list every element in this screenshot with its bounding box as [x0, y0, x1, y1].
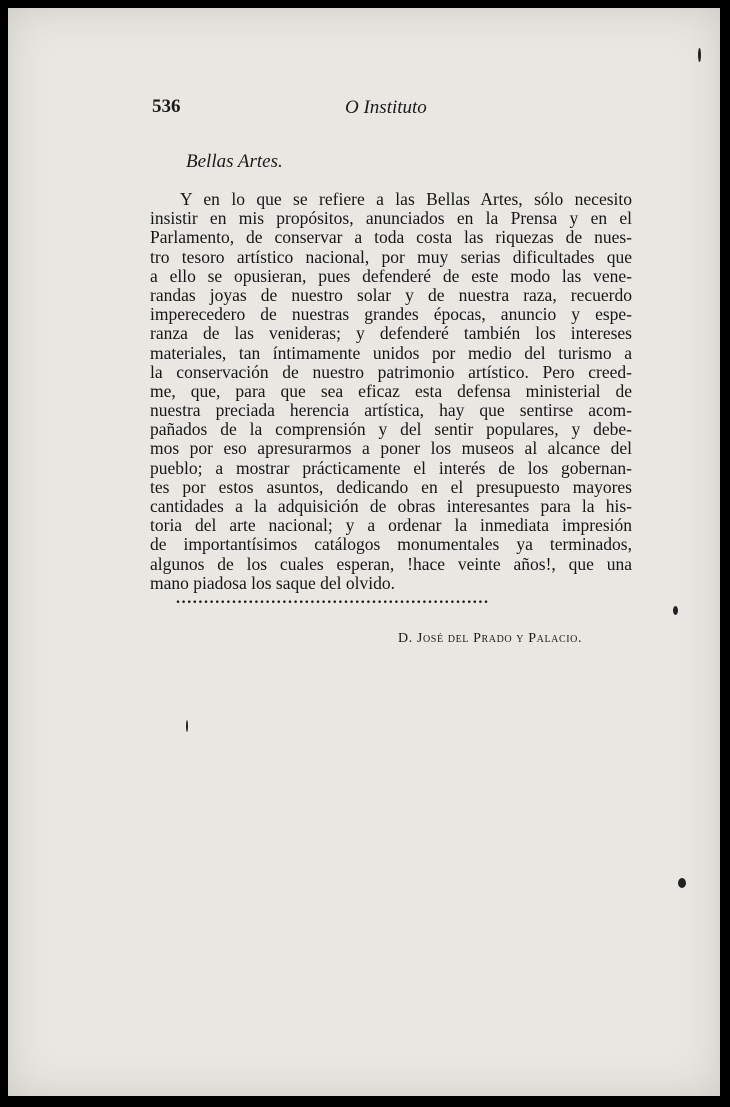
text-line: randas joyas de nuestro solar y de nuestra raza, recuerdo	[150, 284, 632, 305]
text-line: mos por eso apresurarmos a poner los museos al alcance del	[150, 438, 632, 459]
section-title: Bellas Artes.	[186, 151, 283, 172]
text-line: tes por estos asuntos, dedicando en el presupuesto mayores	[150, 476, 632, 497]
text-line: materiales, tan íntimamente unidos por medio del turismo a	[150, 342, 632, 363]
text-line: nuestra preciada herencia artística, hay que sentirse acom-	[150, 400, 632, 421]
text-line: pueblo; a mostrar prácticamente el interés de los gobernan-	[150, 457, 632, 478]
text-line: mano piadosa los saque del olvido.	[150, 572, 395, 593]
ink-speck	[678, 878, 686, 888]
ink-speck	[698, 48, 701, 62]
text-line: a ello se opusieran, pues defenderé de este modo las vene-	[150, 265, 632, 286]
journal-title: O Instituto	[345, 97, 427, 118]
text-line: algunos de los cuales esperan, !hace veinte años!, que una	[150, 553, 632, 574]
text-line: cantidades a la adquisición de obras interesantes para la his-	[150, 496, 632, 516]
ink-speck	[186, 720, 188, 732]
running-head	[150, 94, 630, 124]
dot-separator: ........................................................	[176, 592, 490, 606]
text-line: ranza de las venideras; y defenderé también los intereses	[150, 323, 632, 344]
text-line: imperecedero de nuestras grandes épocas, anuncio y espe-	[150, 304, 632, 325]
author-signature: D. José del Prado y Palacio.	[398, 631, 583, 646]
text-line: de importantísimos catálogos monumentales ya terminados,	[150, 534, 632, 555]
body-paragraph	[150, 190, 632, 593]
text-line: tro tesoro artístico nacional, por muy serias dificultades que	[150, 246, 632, 267]
text-line: pañados de la comprensión y del sentir populares, y debe-	[150, 419, 632, 440]
text-line: Parlamento, de conservar a toda costa las riquezas de nues-	[150, 227, 632, 248]
text-line: la conservación de nuestro patrimonio artístico. Pero creed-	[150, 361, 632, 382]
text-line: toria del arte nacional; y a ordenar la inmediata impresión	[150, 515, 632, 536]
text-line: me, que, para que sea eficaz esta defensa ministerial de	[150, 380, 632, 401]
page-number: 536	[152, 96, 181, 117]
ink-speck	[673, 606, 678, 615]
text-line: insistir en mis propósitos, anunciados en la Prensa y en el	[150, 208, 632, 229]
page	[8, 8, 720, 1096]
text-line: Y en lo que se refiere a las Bellas Artes, sólo necesito	[180, 189, 632, 209]
